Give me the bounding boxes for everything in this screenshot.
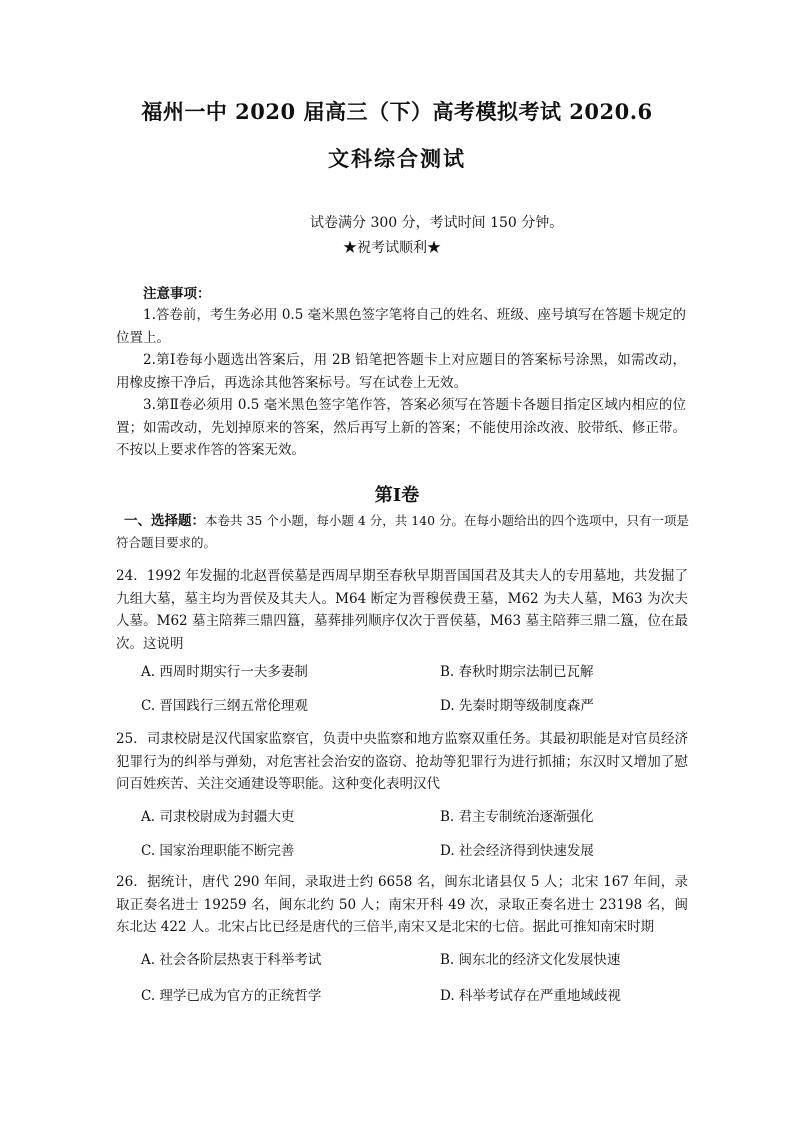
question-stem: 25．司隶校尉是汉代国家监察官，负责中央监察和地方监察双重任务。其最初职能是对官员经济犯罪行为的纠举与弹劾，对危害社会治安的盗窃、抢劫等犯罪行为进行抓捕；东汉时又增加了慰问百姓疾苦、关注交通建设等职能。这种变化表明汉代: [116, 731, 688, 793]
notice-heading: 注意事项：: [143, 286, 211, 302]
option-c: C. 理学已成为官方的正统哲学: [141, 988, 322, 1004]
exam-info: 试卷满分 300 分，考试时间 150 分钟。: [310, 215, 564, 231]
instruction-text: 本卷共 35 个小题，每小题 4 分，共 140 分。在每小题给出的四个选项中，只有一项是符合题目要求的。: [116, 513, 690, 550]
question-stem: 26．据统计，唐代 290 年间，录取进士约 6658 名，闽东北诸县仅 5 人；北宋 167 年间，录取正奏名进士 19259 名，闽东北约 50 人；南宋开科 49 次，录取正奏名进士 23198 名，闽东北达 422 人。北宋占比已经是唐代的三倍半,南宋又是北宋的七倍。据此可推知南宋时期: [116, 874, 688, 936]
option-a: A. 司隶校尉成为封疆大吏: [141, 809, 295, 825]
option-a: A. 西周时期实行一夫多妻制: [141, 664, 308, 680]
notice-item-text: 2.第Ⅰ卷每小题选出答案后，用 2B 铅笔把答题卡上对应题目的答案标号涂黑，如需改动，用橡皮擦干净后，再选涂其他答案标号。写在试卷上无效。: [116, 352, 686, 391]
option-d: D. 先秦时期等级制度森严: [440, 698, 594, 714]
option-c: C. 晋国践行三纲五常伦理观: [141, 698, 308, 714]
notice-item-text: 1.答卷前，考生务必用 0.5 毫米黑色签字笔将自己的姓名、班级、座号填写在答题卡规定的位置上。: [116, 307, 686, 346]
option-c: C. 国家治理职能不断完善: [141, 843, 295, 859]
exam-subtitle: 文科综合测试: [328, 146, 466, 171]
option-b: B. 闽东北的经济文化发展快速: [440, 952, 621, 968]
volume-heading: 第Ⅰ卷: [374, 485, 420, 506]
notice-item: [116, 304, 686, 349]
option-a: A. 社会各阶层热衷于科举考试: [141, 952, 322, 968]
notice-item: [116, 394, 686, 462]
option-d: D. 社会经济得到快速发展: [440, 843, 594, 859]
option-b: B. 君主专制统治逐渐强化: [440, 809, 594, 825]
question-stem: 24．1992 年发掘的北赵晋侯墓是西周早期至春秋早期晋国国君及其夫人的专用墓地，共发掘了九组大墓，墓主均为晋侯及其夫人。M64 断定为晋穆侯费王墓，M62 为夫人墓，M63 为次夫人墓。M62 墓主陪葬三鼎四簋，墓葬排列顺序仅次于晋侯墓，M63 墓主陪葬三鼎二簋，位在最次。这说明: [116, 568, 688, 652]
notice-item-text: 3.第Ⅱ卷必须用 0.5 毫米黑色签字笔作答，答案必须写在答题卡各题目指定区域内相应的位置；如需改动，先划掉原来的答案，然后再写上新的答案；不能使用涂改液、胶带纸、修正带。不按以上要求作答的答案无效。: [116, 397, 686, 459]
option-b: B. 春秋时期宗法制已瓦解: [440, 664, 594, 680]
notice-item: [116, 349, 686, 394]
instruction-label: 一、选择题：: [124, 513, 205, 529]
option-d: D. 科举考试存在严重地域歧视: [440, 988, 621, 1004]
good-luck-wish: ★祝考试顺利★: [343, 240, 441, 256]
section-instruction: [116, 510, 690, 554]
exam-title: 福州一中 2020 届高三（下）高考模拟考试 2020.6: [141, 99, 653, 124]
